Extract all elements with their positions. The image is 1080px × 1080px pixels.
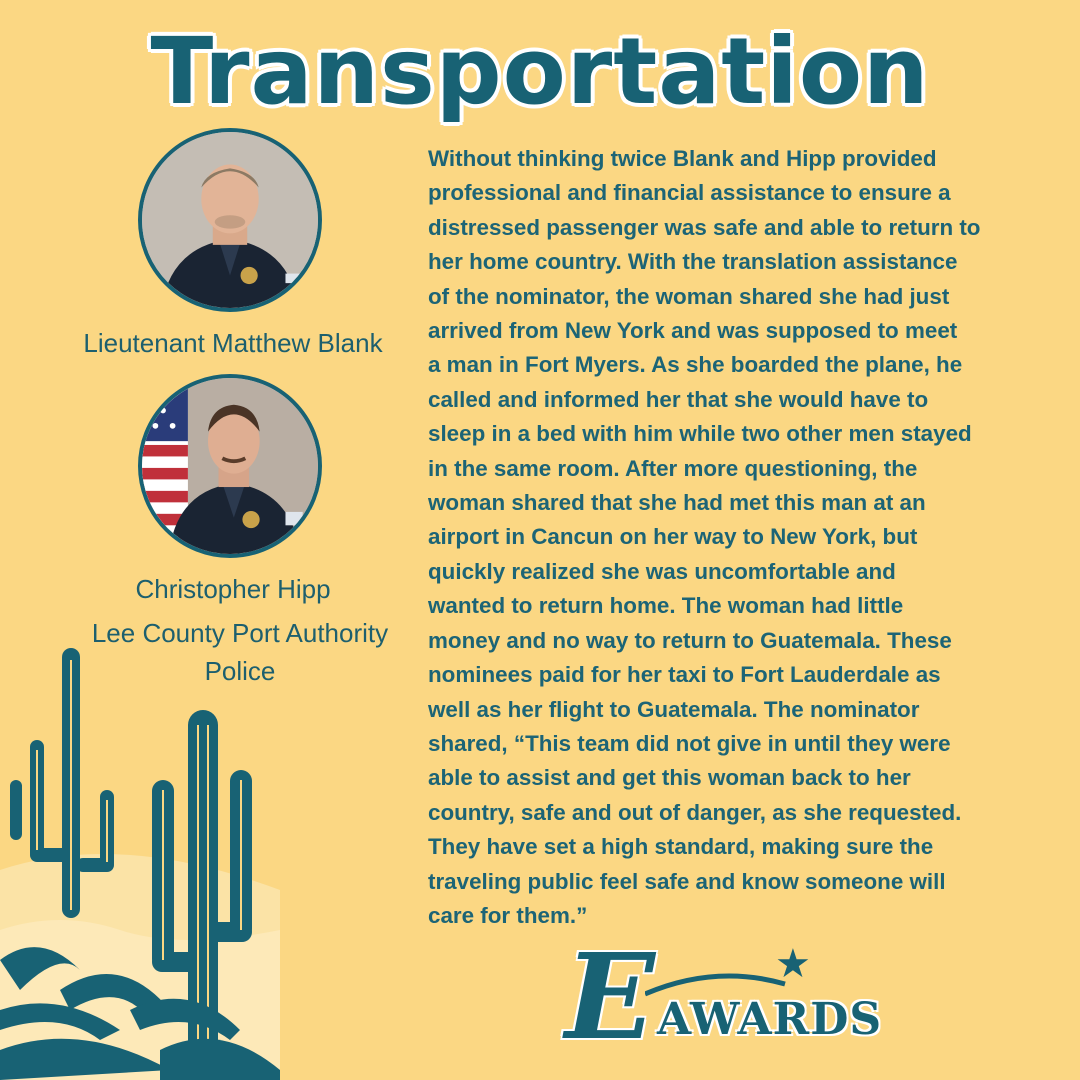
story-line: her home country. With the translation assistance bbox=[428, 249, 958, 275]
story-line: shared, “This team did not give in until they were bbox=[428, 730, 951, 756]
story-line: airport in Cancun on her way to New York, but bbox=[428, 524, 918, 550]
logo-letter-e: E bbox=[565, 927, 655, 1066]
story-line: care for them.” bbox=[428, 902, 588, 928]
officer-portrait-icon bbox=[142, 132, 318, 308]
officer-portrait-flag-icon bbox=[142, 378, 318, 554]
logo-word: AWARDS bbox=[657, 994, 883, 1045]
story-line: called and informed her that she would have to bbox=[428, 386, 929, 412]
officer-hipp-photo bbox=[138, 374, 322, 558]
organization-line-1: Lee County Port Authority bbox=[91, 618, 389, 648]
story-line: quickly realized she was uncomfortable and bbox=[428, 558, 896, 584]
organization-line-2: Police bbox=[204, 656, 276, 686]
cactus-illustration-icon bbox=[0, 630, 300, 1080]
story-line: a man in Fort Myers. As she boarded the plane, he bbox=[428, 352, 963, 378]
e-awards-logo bbox=[565, 927, 915, 1066]
story-line: well as her flight to Guatemala. The nominator bbox=[428, 696, 920, 722]
star-icon: ★ bbox=[775, 942, 811, 986]
story-line: Without thinking twice Blank and Hipp provided bbox=[428, 146, 937, 171]
story-line: country, safe and out of danger, as she requested. bbox=[428, 799, 962, 825]
story-line: distressed passenger was safe and able to return to bbox=[428, 214, 981, 240]
story-line: of the nominator, the woman shared she had just bbox=[428, 283, 950, 309]
story-line: able to assist and get this woman back to her bbox=[428, 765, 911, 791]
story-line: sleep in a bed with him while two other men stayed bbox=[428, 421, 972, 447]
story-line: woman shared that she had met this man at an bbox=[428, 490, 926, 516]
story-line: traveling public feel safe and know someone will bbox=[428, 868, 946, 894]
nomination-story bbox=[428, 142, 1058, 933]
officer-blank-photo bbox=[138, 128, 322, 312]
nominee-name-blank: Lieutenant Matthew Blank bbox=[83, 328, 383, 358]
story-line: They have set a high standard, making sure the bbox=[428, 834, 934, 860]
page-title: Transportation bbox=[150, 18, 930, 125]
story-line: arrived from New York and was supposed to meet bbox=[428, 318, 958, 344]
story-line: in the same room. After more questioning, the bbox=[428, 455, 918, 481]
story-line: nominees paid for her taxi to Fort Lauderdale as bbox=[428, 662, 941, 688]
nominee-name-hipp: Christopher Hipp bbox=[135, 574, 331, 604]
story-line: wanted to return home. The woman had little bbox=[428, 593, 904, 619]
story-line: money and no way to return to Guatemala. These bbox=[428, 627, 952, 653]
story-line: professional and financial assistance to ensure a bbox=[428, 180, 951, 206]
